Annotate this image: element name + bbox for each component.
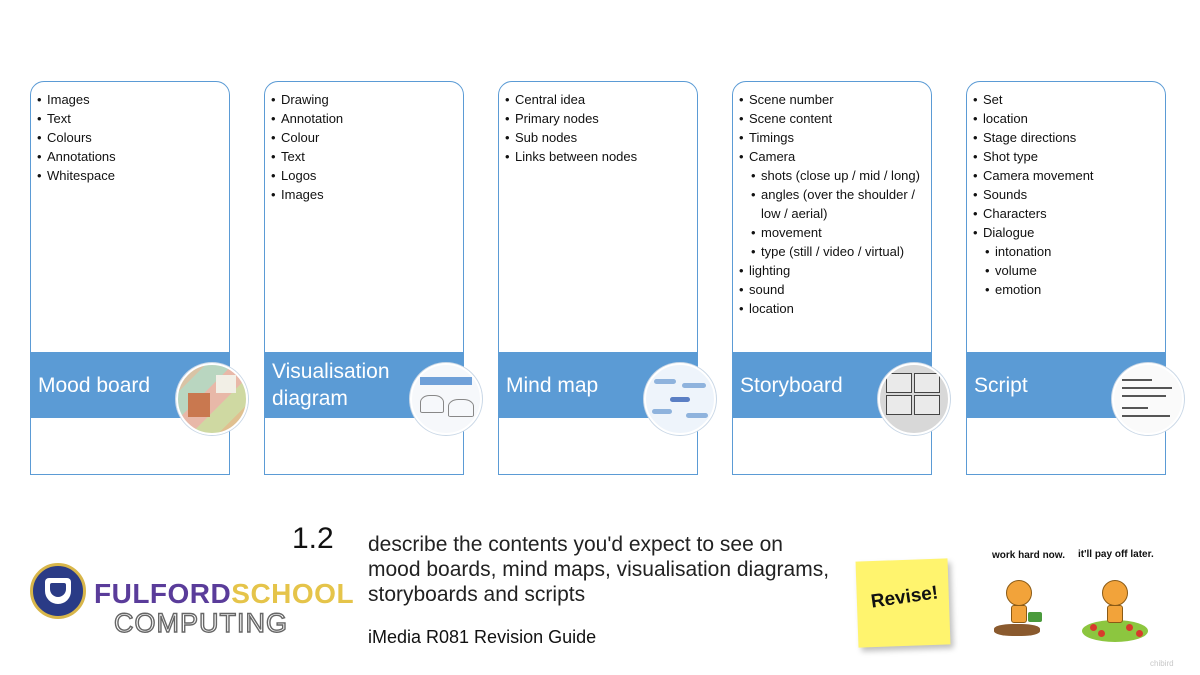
card-script — [966, 81, 1166, 475]
sketch-header-bar — [420, 377, 472, 385]
script-line — [1122, 379, 1152, 381]
cartoon-caption-right: it'll pay off later. — [1078, 549, 1154, 560]
visualisation-diagram-title: Visualisation diagram — [264, 352, 464, 418]
storyboard-list — [733, 82, 931, 318]
mind-map-node — [652, 409, 672, 414]
mind-map-title: Mind map — [498, 352, 698, 418]
card-storyboard — [732, 81, 932, 475]
list-item: • movement — [751, 223, 925, 242]
card-mind-map — [498, 81, 698, 475]
logo-word-computing: COMPUTING — [114, 608, 288, 638]
flower-icon — [1126, 624, 1133, 631]
cartoon-watermark: chibird — [1150, 659, 1174, 668]
cartoon-caption-left: work hard now. — [992, 550, 1065, 561]
visualisation-diagram-list — [265, 82, 463, 204]
list-item: • angles (over the shoulder / low / aerial) — [751, 185, 925, 223]
list-item: • intonation — [985, 242, 1159, 261]
list-item: • Shot type — [973, 147, 1159, 166]
kid-head — [1102, 580, 1128, 606]
list-item: • Timings — [739, 128, 925, 147]
list-item: • Annotation — [271, 109, 457, 128]
list-item: • Stage directions — [973, 128, 1159, 147]
mind-map-node — [654, 379, 676, 384]
list-item: • Whitespace — [37, 166, 223, 185]
mood-board-list — [31, 82, 229, 185]
logo-school-name — [94, 578, 354, 610]
collage-tile — [216, 375, 236, 393]
kid-head — [1006, 580, 1032, 606]
list-item: • Images — [37, 90, 223, 109]
list-item: • Annotations — [37, 147, 223, 166]
mind-map-list — [499, 82, 697, 166]
mind-map-node — [670, 397, 690, 402]
list-item: • Central idea — [505, 90, 691, 109]
list-item: • lighting — [739, 261, 925, 280]
card-mood-board — [30, 81, 230, 475]
script-list — [967, 82, 1165, 299]
list-item: • Camera movement — [973, 166, 1159, 185]
list-item: • Text — [271, 147, 457, 166]
list-item: • Sounds — [973, 185, 1159, 204]
list-item: • Links between nodes — [505, 147, 691, 166]
list-item: • Scene content — [739, 109, 925, 128]
guide-title: iMedia R081 Revision Guide — [368, 627, 597, 647]
fulford-school-computing-logo — [30, 563, 355, 643]
list-item: • Set — [973, 90, 1159, 109]
list-item: • type (still / video / virtual) — [751, 242, 925, 261]
list-item: • location — [973, 109, 1159, 128]
list-item: • Dialogue — [973, 223, 1159, 242]
list-item: • Scene number — [739, 90, 925, 109]
script-line — [1122, 415, 1170, 417]
list-item: • location — [739, 299, 925, 318]
list-item: • Camera — [739, 147, 925, 166]
flower-icon — [1098, 630, 1105, 637]
revise-sticky-note — [856, 558, 951, 647]
list-item: • emotion — [985, 280, 1159, 299]
list-item: • Colours — [37, 128, 223, 147]
list-item: • Images — [271, 185, 457, 204]
mood-board-collage-thumbnail — [176, 363, 248, 435]
kid-body — [1011, 605, 1027, 623]
logo-word-school: SCHOOL — [231, 578, 355, 609]
storyboard-frame — [886, 373, 912, 393]
list-item: • Sub nodes — [505, 128, 691, 147]
mind-map-thumbnail — [644, 363, 716, 435]
visualisation-diagram-sketch-thumbnail — [410, 363, 482, 435]
flower-icon — [1136, 630, 1143, 637]
flower-icon — [1090, 624, 1097, 631]
sketch-shoe — [448, 399, 474, 417]
soil-mound — [994, 624, 1040, 636]
kid-body — [1107, 605, 1123, 623]
storyboard-frames-thumbnail — [878, 363, 950, 435]
watering-can-icon — [1028, 612, 1042, 622]
list-item: • sound — [739, 280, 925, 299]
list-item: • Characters — [973, 204, 1159, 223]
sketch-shoe — [420, 395, 444, 413]
script-line — [1122, 387, 1172, 389]
card-visualisation-diagram — [264, 81, 464, 475]
school-crest-icon — [30, 563, 86, 619]
storyboard-frame — [914, 395, 940, 415]
list-item: • Logos — [271, 166, 457, 185]
mood-board-title: Mood board — [30, 352, 230, 418]
storyboard-frame — [886, 395, 912, 415]
collage-tile — [188, 393, 210, 417]
list-item: • Primary nodes — [505, 109, 691, 128]
list-item: • Text — [37, 109, 223, 128]
storyboard-frame — [914, 373, 940, 393]
sticky-note-text: Revise! — [869, 582, 940, 613]
list-item: • shots (close up / mid / long) — [751, 166, 925, 185]
storyboard-title: Storyboard — [732, 352, 932, 418]
section-description: describe the contents you'd expect to see on mood boards, mind maps, visualisation diagrams, storyboards and scripts — [368, 533, 830, 606]
mind-map-node — [686, 413, 708, 418]
mind-map-node — [682, 383, 706, 388]
list-item: • Colour — [271, 128, 457, 147]
script-line — [1122, 407, 1148, 409]
script-page-thumbnail — [1112, 363, 1184, 435]
section-number: 1.2 — [292, 522, 334, 555]
script-line — [1122, 395, 1166, 397]
script-title: Script — [966, 352, 1166, 418]
list-item: • Drawing — [271, 90, 457, 109]
list-item: • volume — [985, 261, 1159, 280]
logo-word-fulford: FULFORD — [94, 578, 232, 609]
